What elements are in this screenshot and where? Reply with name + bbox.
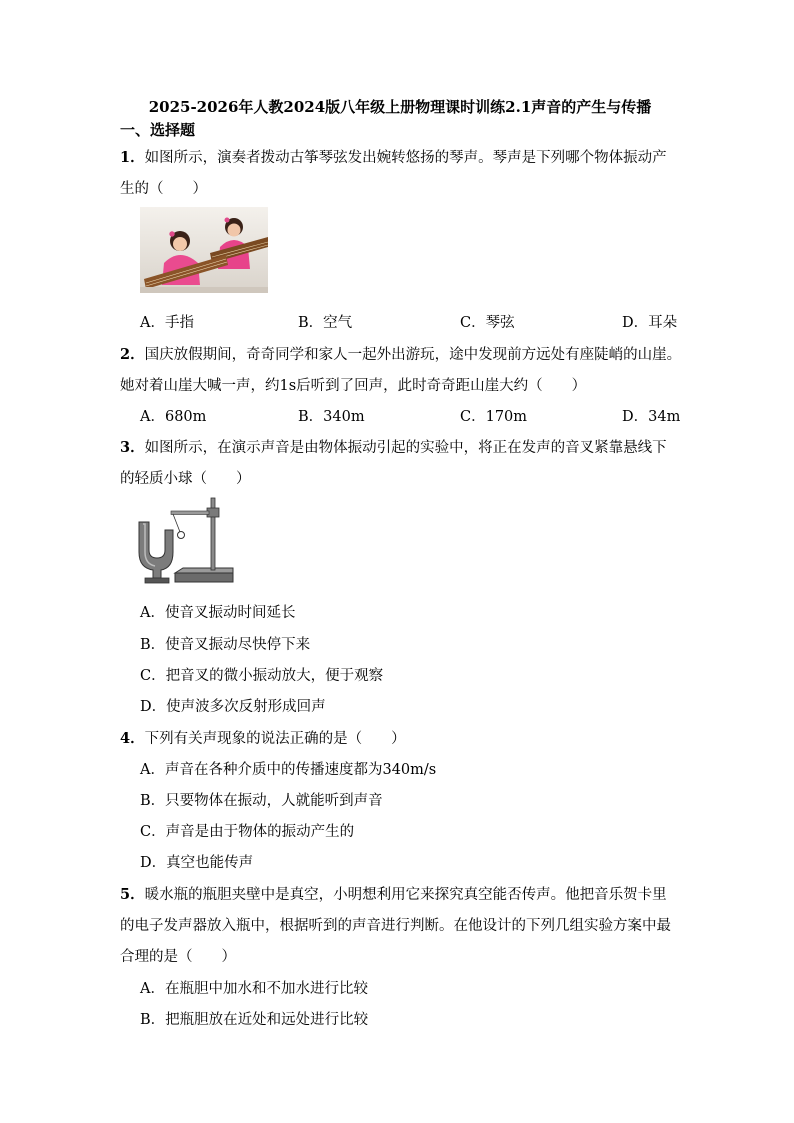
- document-title: 2025-2026年人教2024版八年级上册物理课时训练2.1声音的产生与传播: [148, 98, 652, 116]
- question-3-line-1: 3．如图所示，在演示声音是由物体振动引起的实验中，将正在发声的音叉紧靠悬线下: [120, 439, 667, 456]
- question-2-line-1: 2．国庆放假期间，奇奇同学和家人一起外出游玩，途中发现前方远处有座陡峭的山崖。: [120, 346, 682, 363]
- question-3-option-b: B．使音叉振动尽快停下来: [140, 637, 311, 653]
- question-1-option-c: C．琴弦: [460, 315, 515, 331]
- question-5-option-b: B．把瓶胆放在近处和远处进行比较: [140, 1012, 369, 1028]
- question-3-option-a: A．使音叉振动时间延长: [140, 605, 296, 621]
- question-1-option-a: A．手指: [140, 315, 194, 331]
- question-4-option-d: D．真空也能传声: [140, 855, 254, 871]
- question-1-line-1: 1．如图所示，演奏者拨动古筝琴弦发出婉转悠扬的琴声。琴声是下列哪个物体振动产: [120, 149, 667, 166]
- question-4-number: 4．: [120, 730, 145, 747]
- question-2-option-d: D．34m: [622, 409, 681, 425]
- question-1-line-2: 生的（ ）: [120, 181, 207, 197]
- tuning-fork-apparatus-figure: [135, 494, 235, 586]
- question-4-line-1: 4．下列有关声现象的说法正确的是（ ）: [120, 730, 406, 747]
- question-5-line-1: 5．暖水瓶的瓶胆夹壁中是真空，小明想利用它来探究真空能否传声。他把音乐贺卡里: [120, 886, 667, 903]
- question-1-option-d: D．耳朵: [622, 315, 678, 331]
- question-3-option-c: C．把音叉的微小振动放大，便于观察: [140, 668, 384, 684]
- question-2-number: 2．: [120, 346, 145, 363]
- question-5-option-a: A．在瓶胆中加水和不加水进行比较: [140, 981, 368, 997]
- question-5-line-2: 的电子发声器放入瓶中，根据听到的声音进行判断。在他设计的下列几组实验方案中最: [120, 918, 671, 934]
- guzheng-player-photo: [140, 207, 268, 293]
- question-4-option-b: B．只要物体在振动，人就能听到声音: [140, 793, 383, 809]
- question-2-line-2: 她对着山崖大喊一声，约1s后听到了回声，此时奇奇距山崖大约（ ）: [120, 378, 587, 394]
- question-3-option-d: D．使声波多次反射形成回声: [140, 699, 326, 715]
- question-1-number: 1．: [120, 149, 145, 166]
- question-3-line-2: 的轻质小球（ ）: [120, 471, 251, 487]
- question-2-option-b: B．340m: [298, 409, 365, 425]
- section-heading: 一、选择题: [120, 121, 196, 139]
- question-4-option-c: C．声音是由于物体的振动产生的: [140, 824, 355, 840]
- question-3-number: 3．: [120, 439, 145, 456]
- question-4-option-a: A．声音在各种介质中的传播速度都为340m/s: [140, 762, 437, 778]
- question-1-option-b: B．空气: [298, 315, 353, 331]
- question-2-option-a: A．680m: [140, 409, 207, 425]
- question-5-line-3: 合理的是（ ）: [120, 949, 236, 965]
- question-5-number: 5．: [120, 886, 145, 903]
- question-2-option-c: C．170m: [460, 409, 528, 425]
